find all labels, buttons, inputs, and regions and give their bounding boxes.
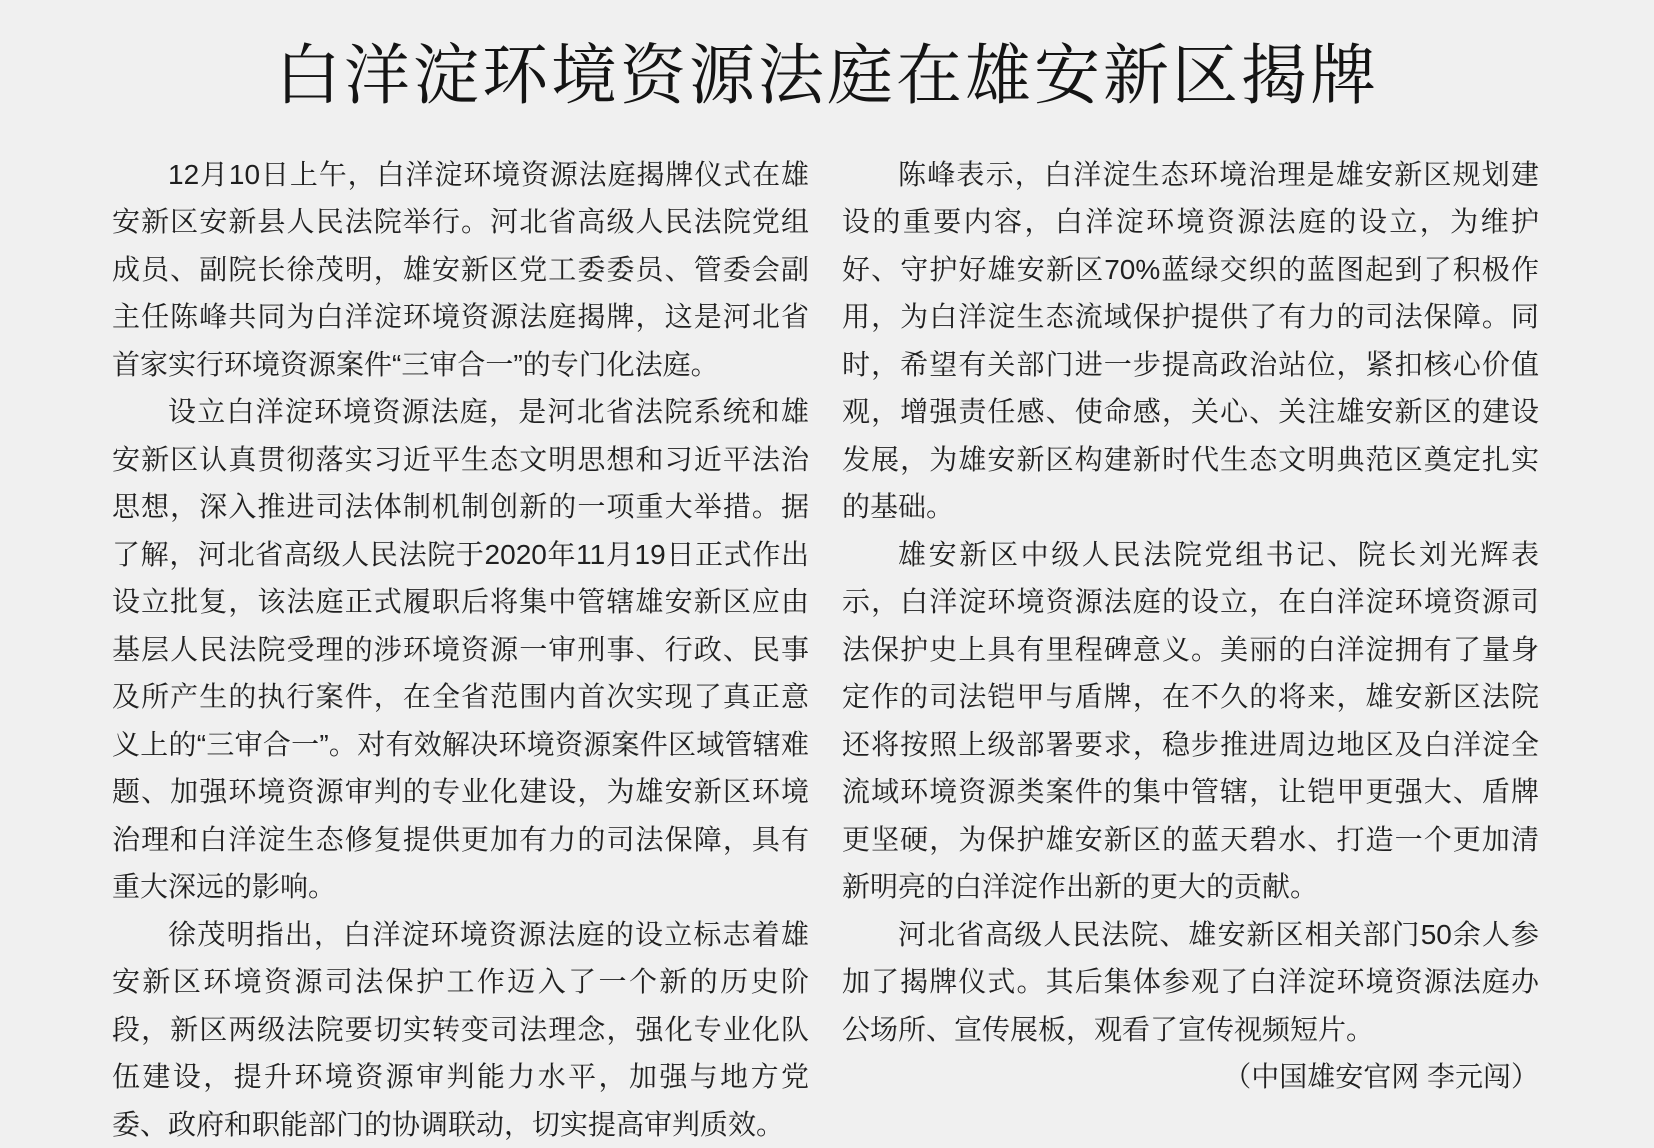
paragraph-2: 设立白洋淀环境资源法庭，是河北省法院系统和雄安新区认真贯彻落实习近平生态文明思想和习近平法治思想，深入推进司法体制机制创新的一项重大举措。据了解，河北省高级人民法院于2020年11月19日正式作出设立批复，该法庭正式履职后将集中管辖雄安新区应由基层人民法院受理的涉环境资源一审刑事、行政、民事及所产生的执行案件，在全省范围内首次实现了真正意义上的“三审合一”。对有效解决环境资源案件区域管辖难题、加强环境资源审判的专业化建设，为雄安新区环境治理和白洋淀生态修复提供更加有力的司法保障，具有重大深远的影响。	[112, 388, 809, 911]
paragraph-6: 河北省高级人民法院、雄安新区相关部门50余人参加了揭牌仪式。其后集体参观了白洋淀环境资源法庭办公场所、宣传展板，观看了宣传视频短片。	[842, 911, 1539, 1054]
article-columns	[112, 151, 1539, 1148]
attribution: （中国雄安官网 李元闯）	[842, 1053, 1539, 1101]
left-column	[112, 151, 809, 1148]
paragraph-1: 12月10日上午，白洋淀环境资源法庭揭牌仪式在雄安新区安新县人民法院举行。河北省高级人民法院党组成员、副院长徐茂明，雄安新区党工委委员、管委会副主任陈峰共同为白洋淀环境资源法庭揭牌，这是河北省首家实行环境资源案件“三审合一”的专门化法庭。	[112, 151, 809, 389]
article-title: 白洋淀环境资源法庭在雄安新区揭牌	[0, 0, 1654, 119]
paragraph-4: 陈峰表示，白洋淀生态环境治理是雄安新区规划建设的重要内容，白洋淀环境资源法庭的设立，为维护好、守护好雄安新区70%蓝绿交织的蓝图起到了积极作用，为白洋淀生态流域保护提供了有力的司法保障。同时，希望有关部门进一步提高政治站位，紧扣核心价值观，增强责任感、使命感，关心、关注雄安新区的建设发展，为雄安新区构建新时代生态文明典范区奠定扎实的基础。	[842, 151, 1539, 531]
right-column	[842, 151, 1539, 1148]
paragraph-3: 徐茂明指出，白洋淀环境资源法庭的设立标志着雄安新区环境资源司法保护工作迈入了一个新的历史阶段，新区两级法院要切实转变司法理念，强化专业化队伍建设，提升环境资源审判能力水平，加强与地方党委、政府和职能部门的协调联动，切实提高审判质效。	[112, 911, 809, 1148]
paragraph-5: 雄安新区中级人民法院党组书记、院长刘光辉表示，白洋淀环境资源法庭的设立，在白洋淀环境资源司法保护史上具有里程碑意义。美丽的白洋淀拥有了量身定作的司法铠甲与盾牌，在不久的将来，雄安新区法院还将按照上级部署要求，稳步推进周边地区及白洋淀全流域环境资源类案件的集中管辖，让铠甲更强大、盾牌更坚硬，为保护雄安新区的蓝天碧水、打造一个更加清新明亮的白洋淀作出新的更大的贡献。	[842, 531, 1539, 911]
